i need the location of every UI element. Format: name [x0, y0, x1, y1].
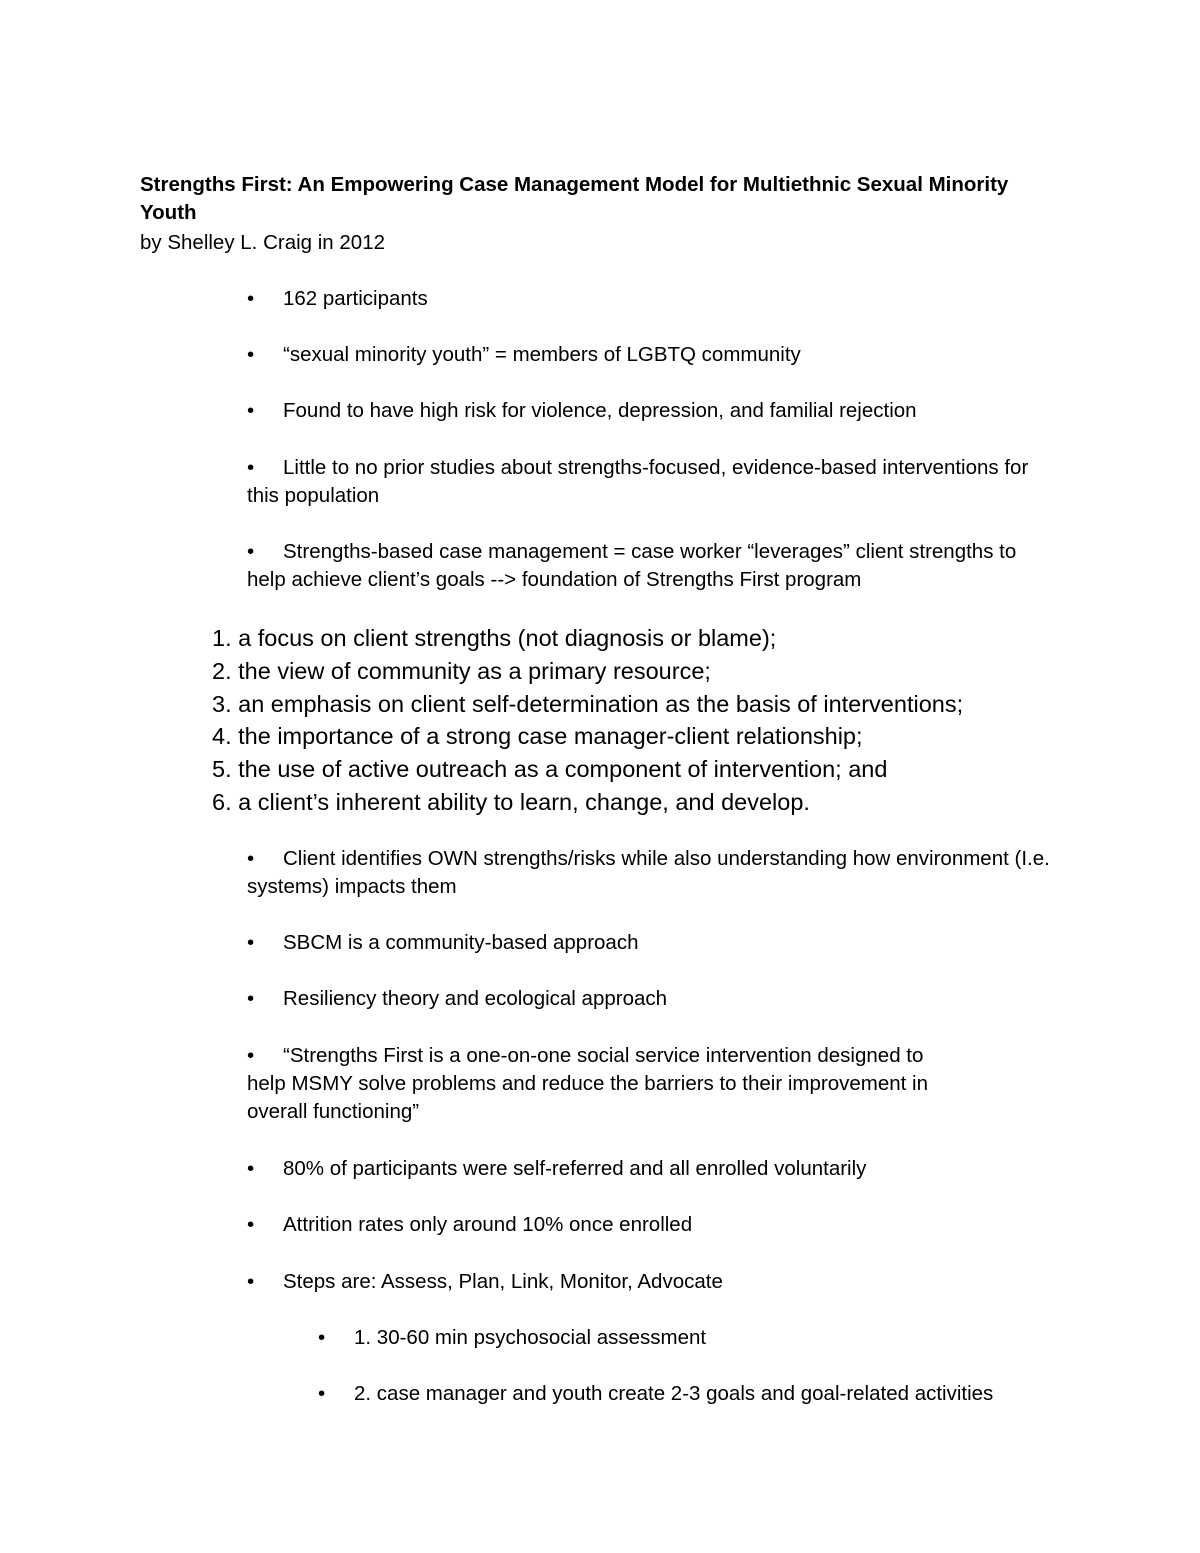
- principle-item: 3. an emphasis on client self-determination as the basis of interventions;: [212, 691, 964, 717]
- list-item: • Attrition rates only around 10% once enrolled: [247, 1211, 1087, 1239]
- bullet-icon: •: [247, 931, 255, 954]
- principle-item: 1. a focus on client strengths (not diagnosis or blame);: [212, 625, 777, 651]
- bullet-icon: •: [247, 456, 255, 479]
- list-item: • “Strengths First is a one-on-one social service intervention designed to help MSMY solve problems and reduce the barriers to their improvement in overall functioning”: [247, 1044, 928, 1123]
- document-byline: by Shelley L. Craig in 2012: [140, 231, 386, 254]
- list-item: • Client identifies OWN strengths/risks while also understanding how environment (I.e. systems) impacts them: [247, 847, 1050, 898]
- list-item: • Little to no prior studies about strengths-focused, evidence-based interventions for this population: [247, 456, 1029, 507]
- bullet-icon: •: [247, 847, 255, 870]
- bullet-icon: •: [247, 1157, 255, 1180]
- step-item: • 2. case manager and youth create 2-3 goals and goal-related activities: [318, 1380, 1078, 1408]
- bullet-icon: •: [318, 1382, 326, 1405]
- bullet-icon: •: [247, 540, 255, 563]
- bullet-icon: •: [247, 1213, 255, 1236]
- bullet-icon: •: [318, 1326, 326, 1349]
- step-item: • 1. 30-60 min psychosocial assessment: [318, 1324, 1078, 1352]
- principle-item: 5. the use of active outreach as a component of intervention; and: [212, 756, 888, 782]
- bullet-icon: •: [247, 1044, 255, 1067]
- list-item: • 80% of participants were self-referred and all enrolled voluntarily: [247, 1155, 1087, 1183]
- list-item: • Strengths-based case management = case worker “leverages” client strengths to help achieve client’s goals --> foundation of Strengths First program: [247, 540, 1017, 591]
- bullet-icon: •: [247, 987, 255, 1010]
- list-item: • Steps are: Assess, Plan, Link, Monitor, Advocate: [247, 1268, 1087, 1296]
- principle-item: 6. a client’s inherent ability to learn, change, and develop.: [212, 789, 810, 815]
- list-item: • Found to have high risk for violence, depression, and familial rejection: [247, 397, 1087, 425]
- bullet-icon: •: [247, 1270, 255, 1293]
- list-item: • SBCM is a community-based approach: [247, 929, 1087, 957]
- principle-item: 4. the importance of a strong case manager-client relationship;: [212, 723, 863, 749]
- list-item: • 162 participants: [247, 285, 1087, 313]
- bullet-icon: •: [247, 287, 255, 310]
- document-title: Strengths First: An Empowering Case Management Model for Multiethnic Sexual Minority Youth: [140, 173, 1009, 224]
- list-item: • Resiliency theory and ecological approach: [247, 985, 1087, 1013]
- bullet-icon: •: [247, 399, 255, 422]
- principle-item: 2. the view of community as a primary resource;: [212, 658, 711, 684]
- list-item: • “sexual minority youth” = members of LGBTQ community: [247, 341, 1087, 369]
- bullet-icon: •: [247, 343, 255, 366]
